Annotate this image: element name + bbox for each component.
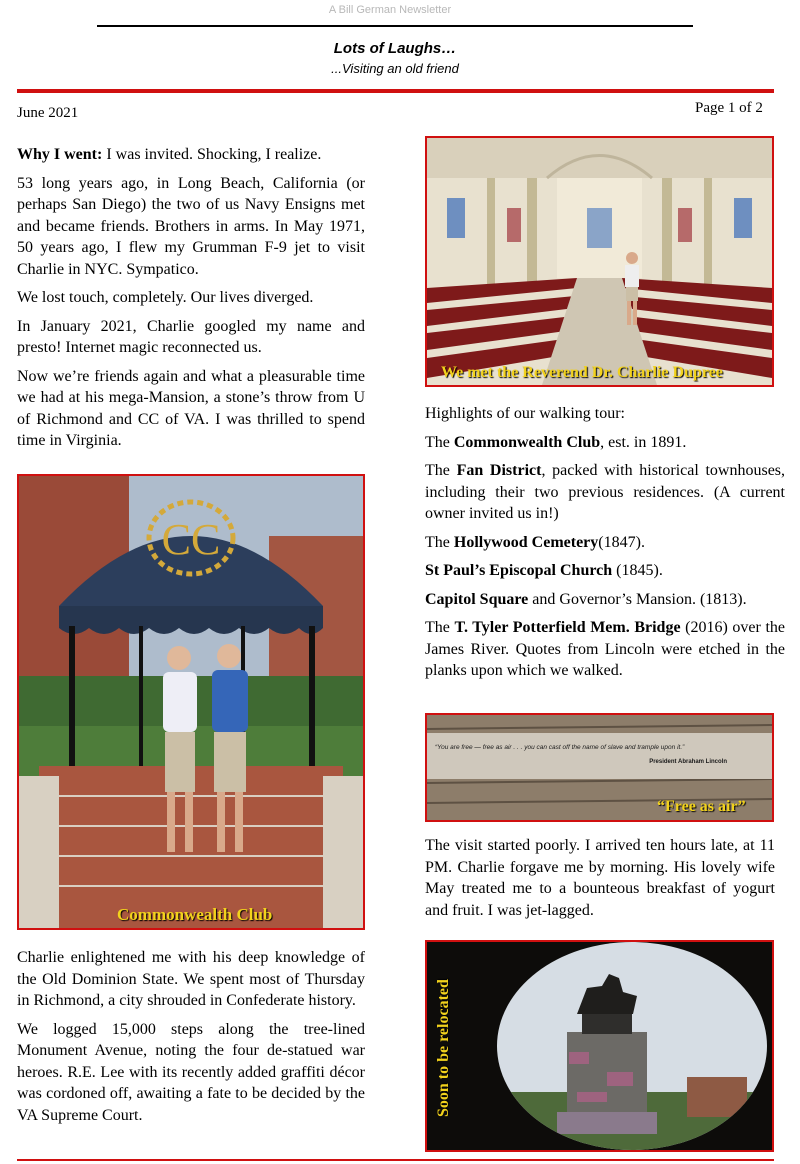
header-red-rule — [17, 89, 774, 93]
why-text: I was invited. Shocking, I realize. — [102, 146, 322, 163]
newsletter-subtitle: ...Visiting an old friend — [331, 61, 459, 76]
friends-paragraph: Now we’re friends again and what a pleasurable time we had at his mega-Mansion, a stone’s throw from U of Richmond and CC of VA. I was thrilled to spend time in Virginia. — [17, 367, 365, 449]
reconnect-paragraph: In January 2021, Charlie googled my name and presto! Internet magic reconnected us. — [17, 317, 365, 356]
visit-text — [425, 835, 775, 928]
steps-paragraph: We logged 15,000 steps along the tree-lined Monument Avenue, noting the four de-statued war heroes. R.E. Lee with its recently added graffiti décor was cordoned off, awaiting a fate to be decided by the VA Supreme Court. — [17, 1020, 365, 1124]
highlight-potterfield-bridge: The T. Tyler Potterfield Mem. Bridge (2016) over the James River. Quotes from Lincoln were etched in the planks upon which we walked. — [425, 619, 785, 679]
commonwealth-club-illustration — [19, 476, 363, 928]
footer-red-rule — [17, 1159, 774, 1161]
lincoln-attribution: President Abraham Lincoln — [649, 759, 727, 765]
history-paragraph: 53 long years ago, in Long Beach, California (or perhaps San Diego) the two of us Navy Ensigns met and became friends. Brothers in arms. In May 1971, 50 years ago, I flew my Grumman F-9 jet to visit Charlie in NYC. Sympatico. — [17, 174, 365, 278]
bridge-caption: “Free as air” — [657, 798, 746, 815]
highlight-st-pauls: St Paul’s Episcopal Church (1845). — [425, 562, 663, 579]
why-label: Why I went: — [17, 146, 103, 163]
why-paragraph — [17, 144, 365, 166]
lost-touch-paragraph: We lost touch, completely. Our lives diverged. — [17, 289, 314, 306]
bridge-plank-photo — [425, 713, 774, 822]
charlie-paragraph: Charlie enlightened me with his deep knowledge of the Old Dominion State. We spent most of Thursday in Richmond, a city shrouded in Confederate history. — [17, 949, 365, 1009]
club-caption: Commonwealth Club — [117, 905, 273, 924]
club-monogram: CC — [161, 515, 221, 564]
left-lower-text — [17, 947, 365, 1133]
highlight-capitol-square: Capitol Square and Governor’s Mansion. (1813). — [425, 590, 747, 608]
highlight-hollywood-cemetery: The Hollywood Cemetery(1847). — [425, 533, 645, 551]
highlight-fan-district: The Fan District, packed with historical townhouses, including their two previous residences. (A current owner invited us in!) — [425, 462, 786, 522]
issue-date: June 2021 — [17, 105, 79, 121]
lee-statue-photo — [425, 940, 774, 1152]
lincoln-quote: “You are free — free as air . . . you can cast off the name of slave and trample upon it.” — [435, 744, 685, 751]
lee-statue-illustration — [427, 942, 772, 1150]
highlights-intro: Highlights of our walking tour: — [425, 405, 625, 422]
visit-paragraph: The visit started poorly. I arrived ten hours late, at 11 PM. Charlie forgave me by morning. His lovely wife May treated me to a bounteous breakfast of yogurt and fruit. I was jet-lagged. — [425, 837, 775, 919]
left-intro-text — [17, 144, 365, 459]
church-photo — [425, 136, 774, 387]
church-caption: We met the Reverend Dr. Charlie Dupree — [441, 364, 723, 381]
page-number: Page 1 of 2 — [695, 100, 763, 116]
statue-caption: Soon to be relocated — [435, 979, 452, 1117]
newsletter-title: Lots of Laughs… — [333, 40, 457, 57]
highlights-text — [425, 403, 785, 689]
commonwealth-club-photo — [17, 474, 365, 930]
church-illustration — [427, 138, 772, 385]
highlight-commonwealth-club: The Commonwealth Club, est. in 1891. — [425, 433, 687, 451]
header-rule — [97, 25, 693, 27]
masthead: A Bill German Newsletter — [328, 4, 452, 16]
